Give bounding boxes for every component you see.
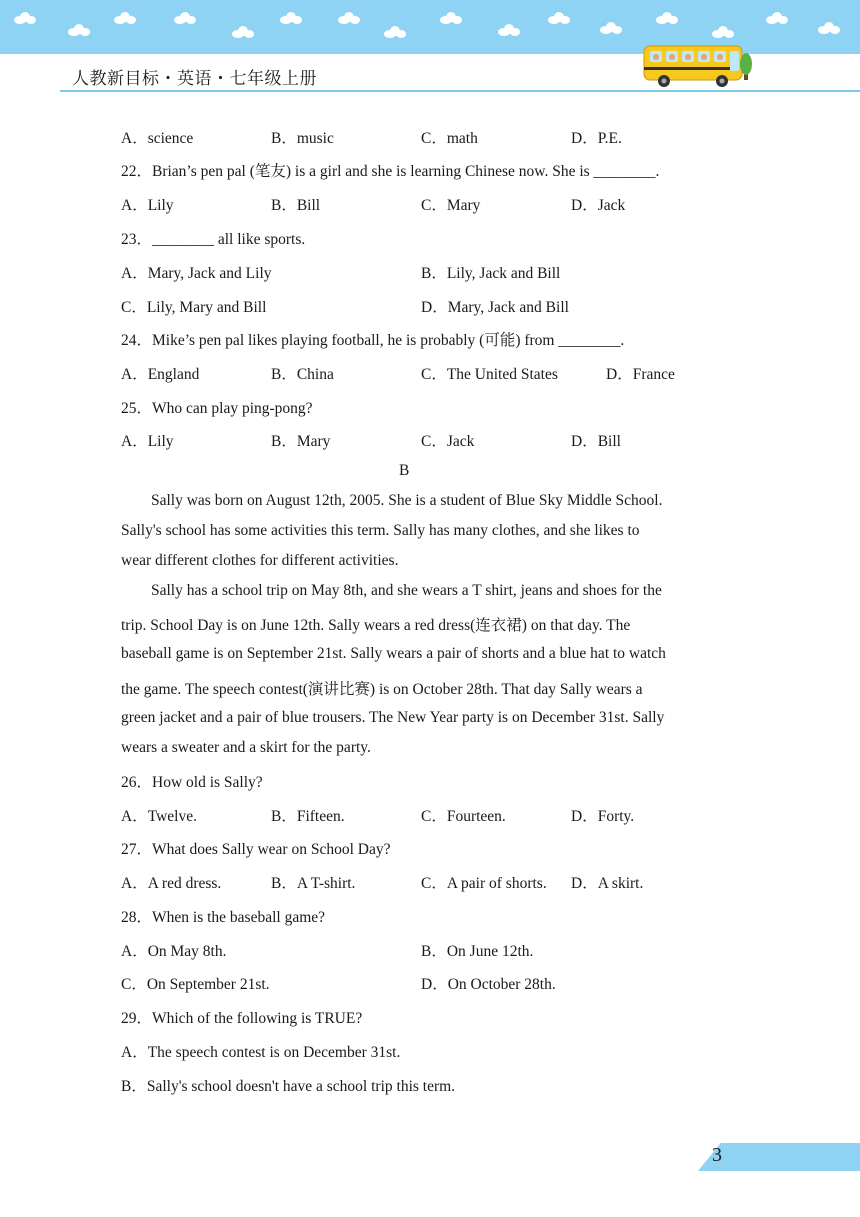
q23-option-b: B．Lily, Jack and Bill [421,265,561,282]
q24-option-c: C．The United States [421,366,558,383]
q29-option-b: B．Sally's school doesn't have a school trip this term. [121,1078,456,1095]
q27-option-c: C．A pair of shorts. [421,875,547,892]
q26-option-a: A．Twelve. [121,808,197,825]
q24-stem: 24．Mike’s pen pal likes playing football, he is probably (可能) from ________. [121,332,625,349]
header-title: 人教新目标・英语・七年级上册 [72,69,317,89]
q24-option-b: B．China [271,366,334,383]
q27-stem: 27．What does Sally wear on School Day? [121,841,391,858]
passage-line: wears a sweater and a skirt for the party. [121,739,371,756]
q25-stem: 25．Who can play ping-pong? [121,400,313,417]
q28-option-d: D．On October 28th. [421,976,556,993]
q22-option-b: B．Bill [271,197,321,214]
q25-option-d: D．Bill [571,433,621,450]
q23-option-d: D．Mary, Jack and Bill [421,299,569,316]
q23-option-c: C．Lily, Mary and Bill [121,299,267,316]
q22-stem: 22．Brian’s pen pal (笔友) is a girl and she is learning Chinese now. She is ________. [121,163,660,180]
q26-option-c: C．Fourteen. [421,808,506,825]
page-number: 3 [712,1144,722,1166]
passage-line: green jacket and a pair of blue trousers. The New Year party is on December 31st. Sally [121,709,665,726]
q27-option-d: D．A skirt. [571,875,644,892]
q27-option-a: A．A red dress. [121,875,222,892]
passage-line: wear different clothes for different activities. [121,552,399,569]
q28-stem: 28．When is the baseball game? [121,909,326,926]
q24-option-d: D．France [606,366,675,383]
q23-stem: 23．________ all like sports. [121,231,306,248]
q29-stem: 29．Which of the following is TRUE? [121,1010,363,1027]
passage-line: trip. School Day is on June 12th. Sally wears a red dress(连衣裙) on that day. The [121,617,631,634]
q23-option-a: A．Mary, Jack and Lily [121,265,272,282]
q21-option-c: C．math [421,130,478,147]
passage-line: Sally's school has some activities this term. Sally has many clothes, and she likes to [121,522,640,539]
q25-option-c: C．Jack [421,433,475,450]
page-number-tab [698,1143,860,1171]
q28-option-a: A．On May 8th. [121,943,227,960]
q26-option-b: B．Fifteen. [271,808,345,825]
q22-option-c: C．Mary [421,197,481,214]
q25-option-b: B．Mary [271,433,331,450]
section-heading: B [399,462,410,479]
passage-line: Sally has a school trip on May 8th, and she wears a T shirt, jeans and shoes for the [151,582,662,599]
q25-option-a: A．Lily [121,433,174,450]
q26-stem: 26．How old is Sally? [121,774,263,791]
q29-option-a: A．The speech contest is on December 31st. [121,1044,401,1061]
q21-option-b: B．music [271,130,334,147]
q22-option-d: D．Jack [571,197,626,214]
q24-option-a: A．England [121,366,200,383]
q22-option-a: A．Lily [121,197,174,214]
passage-line: Sally was born on August 12th, 2005. She is a student of Blue Sky Middle School. [151,492,663,509]
passage-line: baseball game is on September 21st. Sally wears a pair of shorts and a blue hat to watch [121,645,666,662]
q21-option-a: A．science [121,130,194,147]
q26-option-d: D．Forty. [571,808,635,825]
q21-option-d: D．P.E. [571,130,622,147]
q28-option-b: B．On June 12th. [421,943,534,960]
q28-option-c: C．On September 21st. [121,976,270,993]
passage-line: the game. The speech contest(演讲比赛) is on October 28th. That day Sally wears a [121,681,643,698]
q27-option-b: B．A T-shirt. [271,875,356,892]
